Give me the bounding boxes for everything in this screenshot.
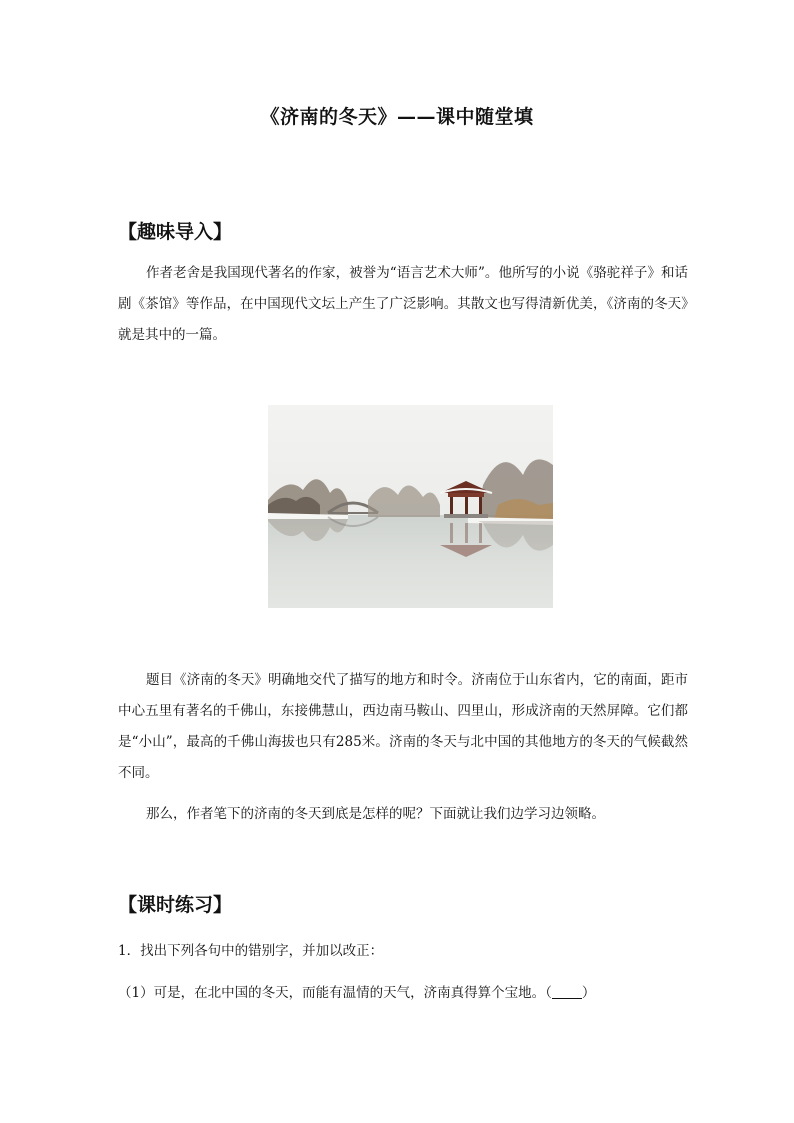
question-1-1	[118, 978, 688, 1009]
question-1-1-text: （1）可是，在北中国的冬天，而能有温情的天气，济南真得算个宝地。（	[118, 985, 552, 1001]
intro-paragraph-2: 题目《济南的冬天》明确地交代了描写的地方和时令。济南位于山东省内，它的南面，距市中心五里有著名的千佛山，东接佛慧山，西边南马鞍山、四里山，形成济南的天然屏障。它们都是“小山”，最高的千佛山海拔也只有285米。济南的冬天与北中国的其他地方的冬天的气候截然不同。	[118, 672, 688, 781]
snowy-lake-pavilion-photo	[268, 405, 553, 608]
intro-paragraph-3: 那么，作者笔下的济南的冬天到底是怎样的呢？下面就让我们边学习边领略。	[146, 806, 605, 822]
answer-blank[interactable]	[552, 984, 582, 999]
intro-paragraph-1: 作者老舍是我国现代著名的作家，被誉为“语言艺术大师”。他所写的小说《骆驼祥子》和话剧《茶馆》等作品，在中国现代文坛上产生了广泛影响。其散文也写得清新优美，《济南的冬天》就是其中的一篇。	[118, 265, 688, 343]
section-heading-exercise: 【课时练习】	[118, 894, 233, 916]
question-1-1-close: ）	[581, 985, 596, 1001]
question-1: 1．找出下列各句中的错别字，并加以改正：	[118, 943, 384, 959]
page-title: 《济南的冬天》——课中随堂填	[260, 106, 534, 128]
section-heading-intro: 【趣味导入】	[118, 221, 233, 243]
